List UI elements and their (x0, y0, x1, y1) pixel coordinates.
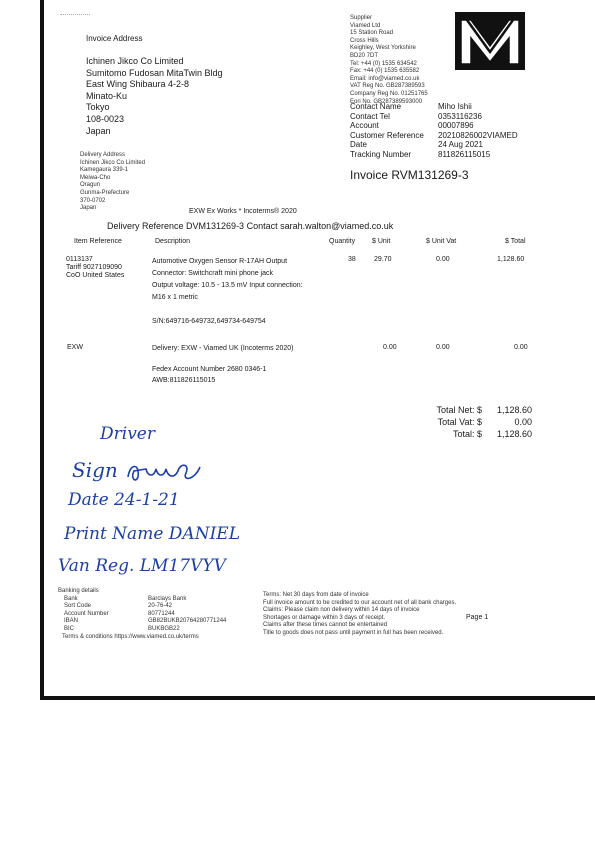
supplier-line: BD20 7DT (350, 52, 379, 59)
desc-line: Fedex Account Number 2680 0346-1 (152, 366, 267, 373)
handwritten-date: Date 24-1-21 (68, 490, 180, 510)
logo-m-icon (455, 12, 525, 70)
col-header-quantity: Quantity (329, 238, 356, 245)
address-line: Minato-Ku (86, 90, 128, 101)
supplier-line: Keighley, West Yorkshire (350, 45, 416, 52)
detail-value: 811826115015 (438, 149, 491, 159)
detail-label: Customer Reference (350, 130, 424, 140)
col-header-description: Description (155, 238, 191, 245)
bank-value (148, 588, 226, 596)
row2-item-reference: EXW (67, 344, 83, 351)
supplier-line: 15 Station Road (350, 30, 394, 37)
banking-values (148, 588, 226, 634)
address-line: Japan (86, 125, 111, 136)
detail-value: 24 Aug 2021 (438, 140, 483, 150)
address-line: 108-0023 (86, 113, 125, 124)
scan-edge (40, 0, 44, 700)
row1-description (152, 256, 303, 328)
bank-label: IBAN (64, 618, 79, 625)
handwritten-van-reg: Van Reg. LM17VYV (58, 556, 226, 576)
payment-terms (263, 592, 456, 638)
supplier-line: VAT Reg No. GB287389593 (350, 83, 425, 90)
col-header-unit-vat: $ Unit Vat (426, 238, 457, 245)
desc-line: Automotive Oxygen Sensor R-17AH Output (152, 258, 288, 265)
terms-line: Full invoice amount to be credited to our account net of all bank charges. (263, 599, 457, 606)
item-line: CoO United States (66, 272, 125, 279)
col-header-item: Item Reference (74, 238, 122, 245)
col-header-total: $ Total (505, 238, 526, 245)
handwritten-sign (72, 458, 204, 485)
exw-incoterms: EXW Ex Works * Incoterms® 2020 (189, 208, 297, 215)
desc-line: M16 x 1 metric (152, 294, 198, 301)
address-line: Tokyo (86, 102, 110, 113)
row1-unit: 29.70 (374, 256, 392, 263)
total-vat-value: 0.00 (514, 417, 532, 427)
total-label: Total: $ (452, 429, 482, 439)
row2-unit-vat: 0.00 (436, 344, 450, 351)
detail-label: Date (350, 140, 367, 150)
delivery-line: Ichinen Jikco Co Limited (80, 159, 146, 166)
handwritten-driver: Driver (100, 424, 155, 444)
terms-line: Claims after these times cannot be entertained (263, 622, 388, 629)
detail-label: Contact Name (350, 102, 402, 111)
terms-conditions-link[interactable]: Terms & conditions https://www.viamed.co.uk/terms (62, 634, 199, 640)
totals (420, 404, 532, 440)
row2-unit: 0.00 (383, 344, 397, 351)
supplier-line: Supplier (350, 15, 373, 21)
scan-mark (60, 14, 90, 15)
terms-line: Shortages or damage within 3 days of receipt. (263, 614, 386, 621)
total-net-value: 1,128.60 (496, 405, 532, 415)
bank-label: Sort Code (64, 603, 92, 610)
item-line: 0113137 (66, 256, 93, 263)
total-value: 1,128.60 (496, 429, 532, 439)
row1-unit-vat: 0.00 (436, 256, 450, 263)
desc-line: Delivery: EXW - Viamed UK (Incoterms 2020) (152, 345, 294, 352)
bank-value: BUKBGB22 (148, 625, 180, 632)
detail-label: Tracking Number (350, 149, 412, 159)
bank-value: Barclays Bank (148, 595, 187, 602)
delivery-reference: Delivery Reference DVM131269-3 Contact sarah.walton@viamed.co.uk (107, 221, 394, 231)
total-net-label: Total Net: $ (436, 405, 482, 415)
terms-line: Terms: Net 30 days from date of invoice (263, 592, 369, 598)
bank-label: Bank (64, 595, 78, 602)
supplier-line: Eori No. GB287389593000 (350, 98, 423, 105)
detail-value: 00007896 (438, 121, 474, 131)
row2-total: 0.00 (514, 344, 528, 351)
signature-icon (124, 459, 204, 485)
row1-item-reference (66, 256, 124, 280)
desc-line: Output voltage: 10.5 - 13.5 mV Input connection: (152, 282, 303, 289)
viamed-logo (455, 12, 525, 70)
row1-total: 1,128.60 (497, 256, 525, 263)
desc-line: AWB:811826115015 (152, 376, 216, 384)
sign-label: Sign (72, 458, 118, 482)
bank-value: 20-76-42 (148, 603, 173, 610)
bank-label: Account Number (64, 610, 109, 617)
scan-bottom-edge (40, 696, 595, 700)
page-number: Page 1 (466, 614, 489, 621)
supplier-line: Fax: +44 (0) 1535 635582 (350, 68, 420, 75)
row1-quantity: 38 (348, 256, 356, 263)
address-line: East Wing Shibaura 4-2-8 (86, 79, 190, 90)
detail-label: Account (350, 121, 379, 131)
supplier-line: Tel: +44 (0) 1535 634542 (350, 60, 417, 67)
detail-label: Contact Tel (350, 111, 390, 121)
supplier-line: Company Reg No. 01251765 (350, 90, 428, 97)
item-line: Tariff 9027109090 (66, 264, 122, 271)
banking-labels (58, 588, 109, 634)
detail-value: 0353116236 (438, 111, 482, 121)
desc-line (152, 355, 293, 366)
terms-line: Title to goods does not pass until payment in full has been received. (263, 629, 444, 636)
desc-line: S/N:649716-649732,649734-649754 (152, 318, 266, 325)
invoice-title: Invoice RVM131269-3 (350, 168, 469, 182)
bank-label: Banking details (58, 588, 99, 594)
supplier-line: Cross Hills (350, 37, 379, 44)
delivery-line: Kamegaura 339-1 (80, 167, 129, 174)
invoice-address-heading: Invoice Address (86, 34, 143, 43)
delivery-line: Meiwa-Cho (80, 174, 111, 181)
total-vat-label: Total Vat: $ (437, 417, 482, 427)
desc-line: Connector: Switchcraft mini phone jack (152, 270, 273, 277)
delivery-address (80, 152, 145, 213)
row2-description (152, 344, 293, 386)
address-line: Sumitomo Fudosan MitaTwin Bldg (86, 67, 223, 78)
delivery-line: Gunma-Prefecture (80, 189, 130, 196)
col-header-unit: $ Unit (372, 238, 391, 245)
handwritten-print-name: Print Name DANIEL (64, 524, 240, 544)
address-line: Ichinen Jikco Co Limited (86, 56, 184, 66)
invoice-address (86, 56, 223, 137)
bank-value: GB82BUKB20764280771244 (148, 618, 227, 625)
supplier-line: Email: info@viamed.co.uk (350, 75, 420, 82)
terms-line: Claims: Please claim non delivery within 14 days of invoice (263, 607, 420, 614)
delivery-line: 370-0702 (80, 197, 106, 204)
contact-details (350, 102, 518, 160)
detail-value: 20210826002VIAMED (438, 130, 518, 140)
supplier-block (350, 15, 428, 106)
desc-line (152, 304, 303, 316)
bank-value: 80771244 (148, 610, 175, 617)
delivery-line: Japan (80, 205, 97, 212)
bank-label: BIC (64, 625, 75, 632)
detail-value: Miho Ishii (438, 102, 472, 111)
supplier-line: Viamed Ltd (350, 22, 381, 29)
delivery-line: Oragun (80, 182, 101, 189)
delivery-line: Delivery Address (80, 152, 126, 158)
